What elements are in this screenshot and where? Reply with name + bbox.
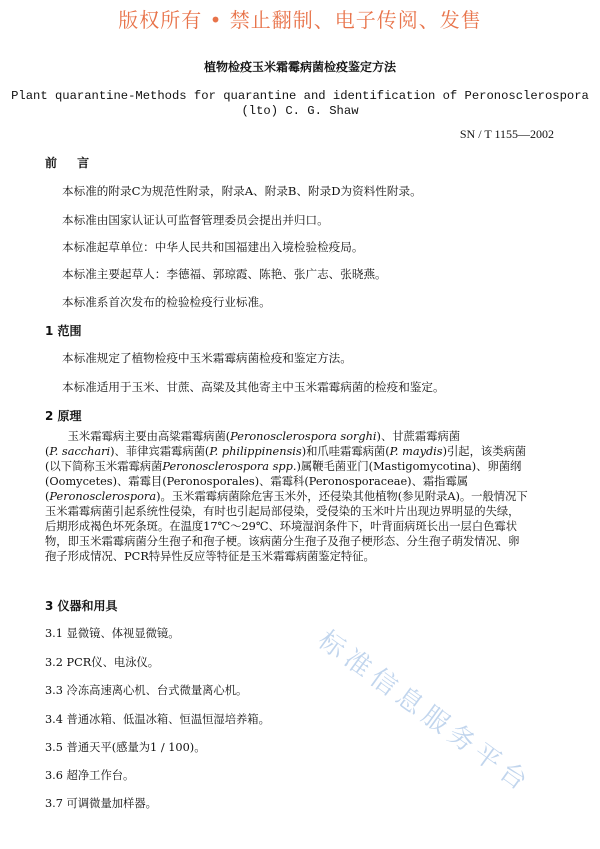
principle-line: (P. sacchari)、菲律宾霜霉病菌(P. philippinensis)和爪哇霜霉病菌(P. maydis)引起，该类病菌 <box>45 445 527 458</box>
foreword-heading: 前 言 <box>45 156 98 170</box>
principle-line: (Peronosclerospora)。玉米霜霉病菌除危害玉米外，还侵染其他植物(参见附录A)。一般情况下 <box>45 490 528 503</box>
english-title-line-1: Plant quarantine-Methods for quarantine and identification of Peronosclerospora <box>11 89 589 103</box>
standard-code: SN / T 1155—2002 <box>459 127 554 141</box>
scope-heading: 1 范围 <box>45 324 82 338</box>
watermark: 标准信息服务平台 <box>312 625 538 800</box>
apparatus-item: 3.5 普通天平(感量为1 / 100)。 <box>45 741 206 754</box>
apparatus-item: 3.3 冷冻高速离心机、台式微量离心机。 <box>45 684 248 697</box>
document-title: 植物检疫玉米霜霉病菌检疫鉴定方法 <box>203 60 396 74</box>
english-title-line-2: (lto) C. G. Shaw <box>241 104 359 118</box>
apparatus-item: 3.6 超净工作台。 <box>45 769 135 782</box>
copyright-banner: 版权所有 • 禁止翻制、电子传阅、发售 <box>118 8 482 32</box>
principle-line: 玉米霜霉病菌引起系统性侵染，有时也引起局部侵染，受侵染的玉米叶片出现边界明显的失绿， <box>45 505 520 518</box>
principle-line: 孢子形成情况、PCR特异性反应等特征是玉米霜霉病菌鉴定特征。 <box>45 550 375 563</box>
principle-line: 后期形成褐色坏死条斑。在温度17℃～29℃、环境湿润条件下，叶背面病斑长出一层白色霉状 <box>45 520 518 533</box>
apparatus-item: 3.1 显微镜、体视显微镜。 <box>45 627 180 640</box>
apparatus-item: 3.2 PCR仪、电泳仪。 <box>45 656 160 669</box>
foreword-paragraph: 本标准起草单位：中华人民共和国福建出入境检验检疫局。 <box>62 240 364 254</box>
apparatus-heading: 3 仪器和用具 <box>45 599 118 613</box>
principle-heading: 2 原理 <box>45 409 82 423</box>
apparatus-item: 3.7 可调微量加样器。 <box>45 797 157 810</box>
apparatus-item: 3.4 普通冰箱、低温冰箱、恒温恒湿培养箱。 <box>45 713 270 726</box>
principle-paragraph <box>45 429 528 564</box>
scope-paragraph: 本标准规定了植物检疫中玉米霜霉病菌检疫和鉴定方法。 <box>62 351 352 365</box>
foreword-paragraph: 本标准主要起草人：李德福、郭琼霞、陈艳、张广志、张晓燕。 <box>62 267 387 281</box>
principle-line: 物，即玉米霜霉病菌分生孢子和孢子梗。该病菌分生孢子及孢子梗形态、分生孢子萌发情况、卵 <box>45 535 520 548</box>
principle-line: (Oomycetes)、霜霉目(Peronosporales)、霜霉科(Peronosporaceae)、霜指霉属 <box>45 475 469 488</box>
scope-paragraph: 本标准适用于玉米、甘蔗、高粱及其他寄主中玉米霜霉病菌的检疫和鉴定。 <box>62 380 445 394</box>
foreword-paragraph: 本标准由国家认证认可监督管理委员会提出并归口。 <box>62 213 329 227</box>
principle-line: (以下简称玉米霜霉病菌Peronosclerospora spp.)属鞭毛菌亚门(Mastigomycotina)、卵菌纲 <box>45 460 522 473</box>
principle-line: 玉米霜霉病主要由高粱霜霉病菌(Peronosclerospora sorghi)、甘蔗霜霉病菌 <box>45 430 461 443</box>
foreword-paragraph: 本标准系首次发布的检验检疫行业标准。 <box>62 295 271 309</box>
foreword-paragraph: 本标准的附录C为规范性附录，附录A、附录B、附录D为资料性附录。 <box>62 184 422 198</box>
